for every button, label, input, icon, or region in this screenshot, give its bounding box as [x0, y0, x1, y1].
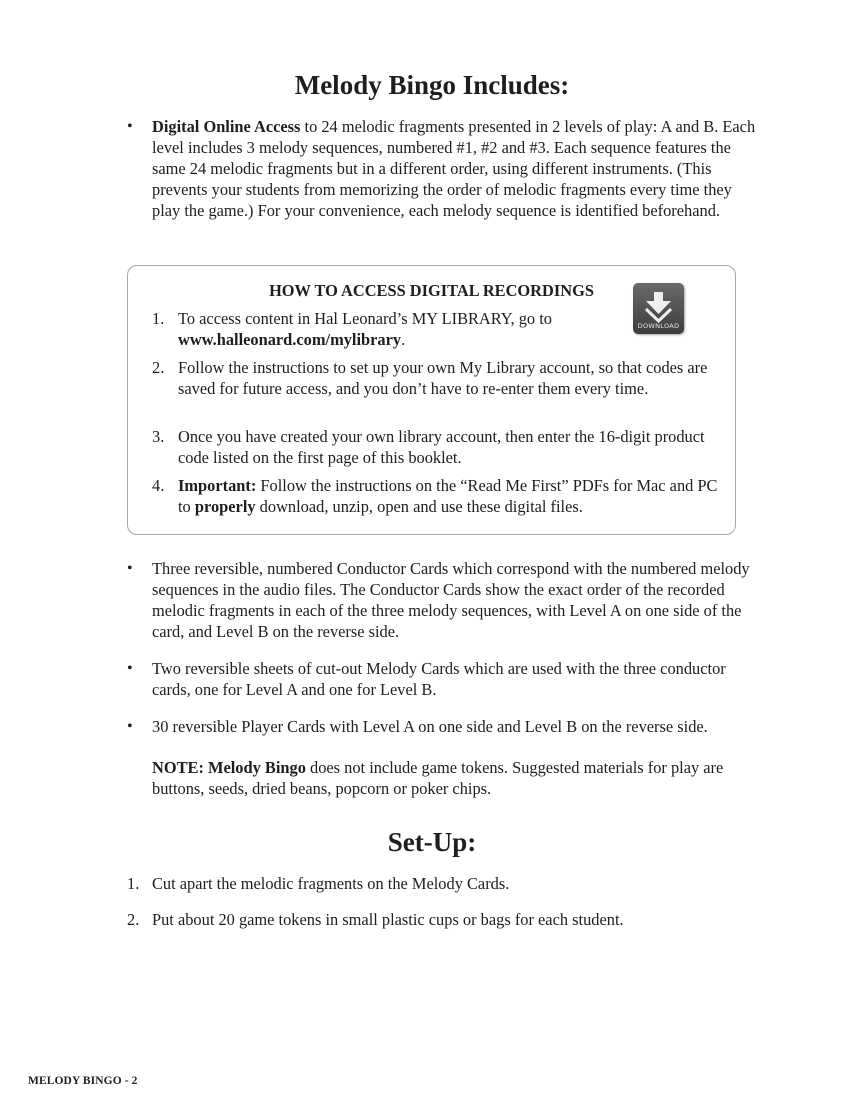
download-icon-label: DOWNLOAD	[637, 322, 680, 330]
bullet-2: •	[127, 560, 133, 577]
step-num-2: 2.	[152, 358, 165, 377]
access-step-4	[178, 475, 718, 517]
access-step-1-after: .	[401, 330, 406, 349]
digital-access-item	[152, 116, 764, 221]
library-link[interactable]: www.halleonard.com/mylibrary	[178, 330, 402, 349]
bullet-4: •	[127, 718, 133, 735]
setup-step-2: Put about 20 game tokens in small plastic cups or bags for each student.	[152, 910, 624, 929]
access-step-3: Once you have created your own library account, then enter the 16-digit product code listed on the first page of this booklet.	[178, 427, 705, 467]
setup-title: Set-Up:	[387, 827, 477, 857]
access-step-4-text: Follow the instructions on the “Read Me First” PDFs for Mac and PC to	[178, 476, 718, 516]
important-label: Important:	[178, 476, 257, 495]
page-footer: MELODY BINGO - 2	[28, 1075, 138, 1087]
note-text	[152, 757, 757, 799]
access-step-1-text: To access content in Hal Leonard’s MY LIBRARY, go to	[178, 309, 552, 328]
page-title: Melody Bingo Includes:	[294, 70, 570, 100]
melody-cards-item: Two reversible sheets of cut-out Melody Cards which are used with the three conductor cards, one for Level A and one for Level B.	[152, 659, 726, 699]
note-bold: NOTE: Melody Bingo	[152, 758, 306, 777]
bullet-1: •	[127, 118, 133, 135]
step-num-4: 4.	[152, 476, 165, 495]
conductor-cards-item: Three reversible, numbered Conductor Cards which correspond with the numbered melody sequences in the audio files. The Conductor Cards show the exact order of the recorded melodic fragments in each of the three melody sequences, with Level A on one side of the card, and Level B on the reverse side.	[152, 559, 750, 641]
digital-access-bold: Digital Online Access	[152, 117, 301, 136]
note-rest: does not include game tokens. Suggested materials for play are buttons, seeds, dried beans, popcorn or poker chips.	[152, 758, 724, 798]
access-box-title: HOW TO ACCESS DIGITAL RECORDINGS	[269, 281, 594, 300]
properly-bold: properly	[194, 497, 256, 516]
setup-num-2: 2.	[127, 910, 140, 929]
player-cards-item: 30 reversible Player Cards with Level A on one side and Level B on the reverse side.	[152, 717, 708, 736]
digital-access-text: to 24 melodic fragments presented in 2 levels of play: A and B. Each level includes 3 melody sequences, numbered #1, #2 and #3. Each sequence features the same 24 melodic fragments but in a different order, using different instruments. (This prevents your students from memorizing the order of melodic fragments every time they play the game.) For your convenience, each melody sequence is identified beforehand.	[152, 117, 756, 220]
access-step-2: Follow the instructions to set up your own My Library account, so that codes are saved for future access, and you don’t have to re-enter them every time.	[178, 358, 708, 398]
bullet-3: •	[127, 660, 133, 677]
access-step-4-text2: download, unzip, open and use these digital files.	[255, 497, 583, 516]
step-num-3: 3.	[152, 427, 165, 446]
step-num-1: 1.	[152, 309, 165, 328]
access-step-1	[178, 308, 598, 350]
setup-num-1: 1.	[127, 874, 140, 893]
setup-step-1: Cut apart the melodic fragments on the Melody Cards.	[152, 874, 510, 893]
download-icon	[633, 283, 684, 334]
